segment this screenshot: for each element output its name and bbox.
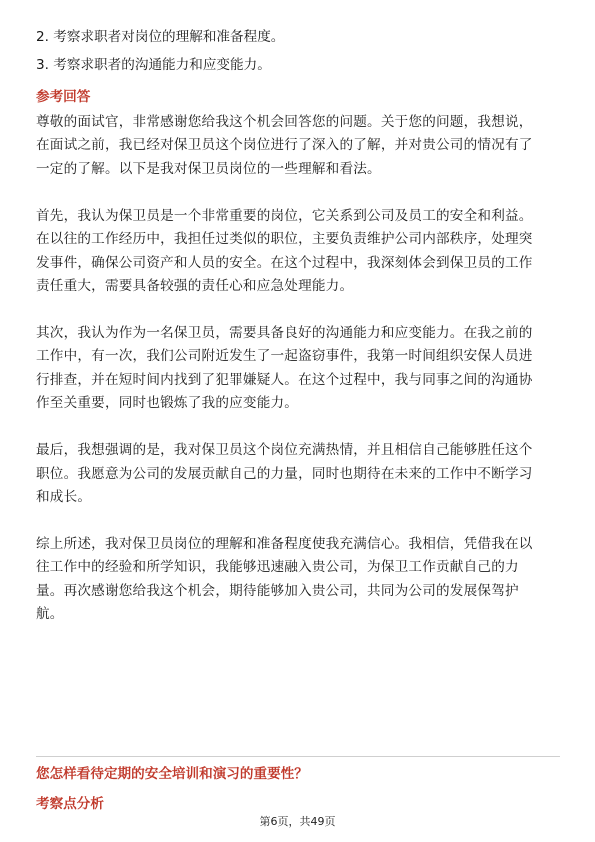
paragraph-line: 职位。我愿意为公司的发展贡献自己的力量，同时也期待在未来的工作中不断学习: [36, 465, 533, 482]
answer-paragraph-1: [36, 111, 560, 181]
paragraph-line: 首先，我认为保卫员是一个非常重要的岗位，它关系到公司及员工的安全和利益。: [36, 207, 533, 224]
paragraph-line: 其次，我认为作为一名保卫员，需要具备良好的沟通能力和应变能力。在我之前的: [36, 325, 533, 342]
answer-paragraph-4: [36, 439, 560, 509]
answer-heading: 参考回答: [36, 89, 91, 105]
paragraph-line: 在以往的工作经历中，我担任过类似的职位，主要负责维护公司内部秩序，处理突: [36, 231, 533, 248]
paragraph-line: 一定的了解。以下是我对保卫员岗位的一些理解和看法。: [36, 160, 381, 177]
section-divider: [36, 756, 560, 757]
paragraph-line: 和成长。: [36, 489, 92, 506]
analysis-heading: 考察点分析: [36, 796, 104, 812]
paragraph-line: 综上所述，我对保卫员岗位的理解和准备程度使我充满信心。我相信，凭借我在以: [36, 536, 533, 553]
paragraph-line: 发事件，确保公司资产和人员的安全。在这个过程中，我深刻体会到保卫员的工作: [36, 254, 533, 271]
paragraph-line: 行排查，并在短时间内找到了犯罪嫌疑人。在这个过程中，我与同事之间的沟通协: [36, 371, 533, 388]
answer-paragraph-3: [36, 322, 560, 416]
page-content: [36, 23, 560, 650]
next-question-heading: 您怎样看待定期的安全培训和演习的重要性？: [36, 766, 308, 782]
paragraph-line: 作至关重要，同时也锻炼了我的应变能力。: [36, 395, 299, 412]
answer-paragraph-5: [36, 533, 560, 627]
paragraph-line: 量。再次感谢您给我这个机会，期待能够加入贵公司，共同为公司的发展保驾护: [36, 582, 519, 599]
list-item: 3. 考察求职者的沟通能力和应变能力。: [36, 57, 271, 73]
evaluation-points-list: [36, 23, 560, 79]
paragraph-line: 航。: [36, 606, 64, 623]
paragraph-line: 尊敬的面试官，非常感谢您给我这个机会回答您的问题。关于您的问题，我想说，: [36, 114, 533, 130]
paragraph-line: 在面试之前，我已经对保卫员这个岗位进行了深入的了解，并对贵公司的情况有了: [36, 137, 533, 154]
paragraph-line: 责任重大，需要具备较强的责任心和应急处理能力。: [36, 278, 354, 295]
page-number-footer: 第6页，共49页: [259, 815, 336, 828]
paragraph-line: 工作中，有一次，我们公司附近发生了一起盗窃事件，我第一时间组织安保人员进: [36, 348, 533, 365]
list-item: 2. 考察求职者对岗位的理解和准备程度。: [36, 29, 285, 45]
paragraph-line: 往工作中的经验和所学知识，我能够迅速融入贵公司，为保卫工作贡献自己的力: [36, 559, 519, 576]
paragraph-line: 最后，我想强调的是，我对保卫员这个岗位充满热情，并且相信自己能够胜任这个: [36, 442, 533, 459]
answer-paragraph-2: [36, 205, 560, 299]
